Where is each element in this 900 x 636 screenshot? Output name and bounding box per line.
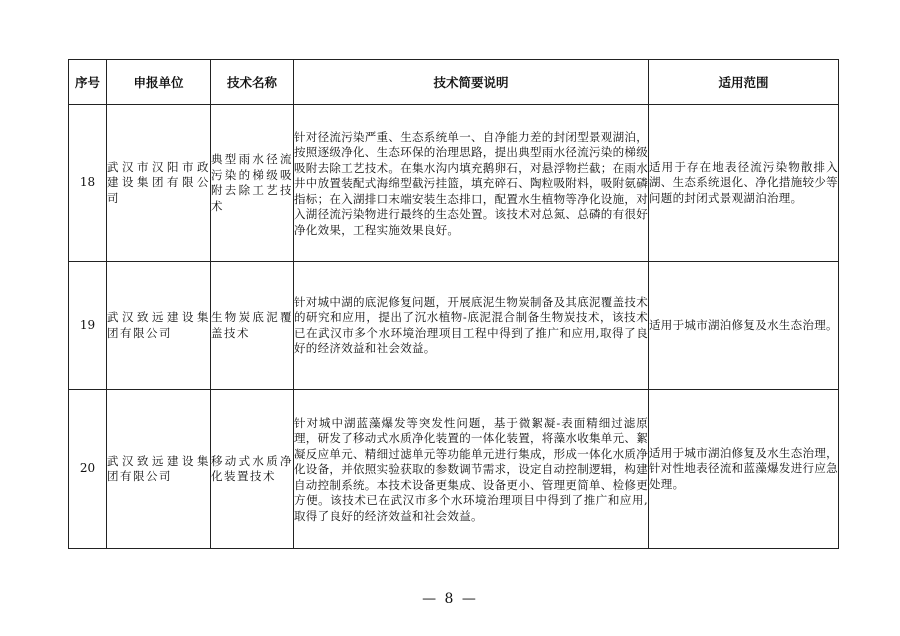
technology-description-text: 针对城中湖的底泥修复问题，开展底泥生物炭制备及其底泥覆盖技术的研究和应用，提出了沉水植物-底泥混合制备生物炭技术，该技术已在武汉市多个水环境治理项目工程中得到了推广和应用,取得了良好的经济效益和社会效益。 bbox=[294, 294, 648, 355]
technology-description-text: 针对城中湖蓝藻爆发等突发性问题，基于微絮凝-表面精细过滤原理，研发了移动式水质净化装置的一体化装置，将藻水收集单元、絮凝反应单元、精细过滤单元等功能单元进行集成，形成一体化水质净化设备，并依照实验获取的参数调节需求，设定自动控制逻辑，构建自动控制系统。本技术设备更集成、设备更小、管理更简单、检修更方便。该技术已在武汉市多个水环境治理项目中得到了推广和应用,取得了良好的经济效益和社会效益。 bbox=[294, 415, 648, 523]
application-scope: 适用于城市湖泊修复及水生态治理，针对性地表径流和蓝藻爆发进行应急处理。 bbox=[649, 390, 839, 549]
applicant-unit: 武汉致远建设集团有限公司 bbox=[107, 262, 211, 390]
row-number: 19 bbox=[69, 262, 107, 390]
header-unit: 申报单位 bbox=[107, 60, 211, 105]
technology-table bbox=[68, 59, 839, 549]
header-seq: 序号 bbox=[69, 60, 107, 105]
technology-description bbox=[294, 390, 649, 549]
table-row bbox=[69, 105, 839, 262]
header-desc: 技术简要说明 bbox=[294, 60, 649, 105]
technology-name: 移动式水质净化装置技术 bbox=[211, 390, 294, 549]
row-number: 18 bbox=[69, 105, 107, 262]
page-number: — 8 — bbox=[422, 591, 478, 607]
technology-description bbox=[294, 262, 649, 390]
application-scope: 适用于存在地表径流污染物散排入湖、生态系统退化、净化措施较少等问题的封闭式景观湖泊治理。 bbox=[649, 105, 839, 262]
header-scope: 适用范围 bbox=[649, 60, 839, 105]
header-name: 技术名称 bbox=[211, 60, 294, 105]
technology-name: 生物炭底泥覆盖技术 bbox=[211, 262, 294, 390]
applicant-unit: 武汉市汉阳市政建设集团有限公司 bbox=[107, 105, 211, 262]
applicant-unit: 武汉致远建设集团有限公司 bbox=[107, 390, 211, 549]
technology-description-text: 针对径流污染严重、生态系统单一、自净能力差的封闭型景观湖泊，按照逐级净化、生态环保的治理思路，提出典型雨水径流污染的梯级吸附去除工艺技术。在集水沟内填充鹅卵石，对悬浮物拦截；在雨水井中放置装配式海绵型截污挂篮，填充碎石、陶粒吸附料，吸附氨磷指标；在入湖排口末端安装生态排口，配置水生植物等净化设施，对入湖径流污染物进行最终的生态处置。该技术对总氮、总磷的有很好净化效果，工程实施效果良好。 bbox=[294, 129, 648, 237]
table-row bbox=[69, 262, 839, 390]
table-row bbox=[69, 390, 839, 549]
technology-name: 典型雨水径流污染的梯级吸附去除工艺技术 bbox=[211, 105, 294, 262]
technology-description bbox=[294, 105, 649, 262]
row-number: 20 bbox=[69, 390, 107, 549]
application-scope: 适用于城市湖泊修复及水生态治理。 bbox=[649, 262, 839, 390]
table-header-row bbox=[69, 60, 839, 105]
